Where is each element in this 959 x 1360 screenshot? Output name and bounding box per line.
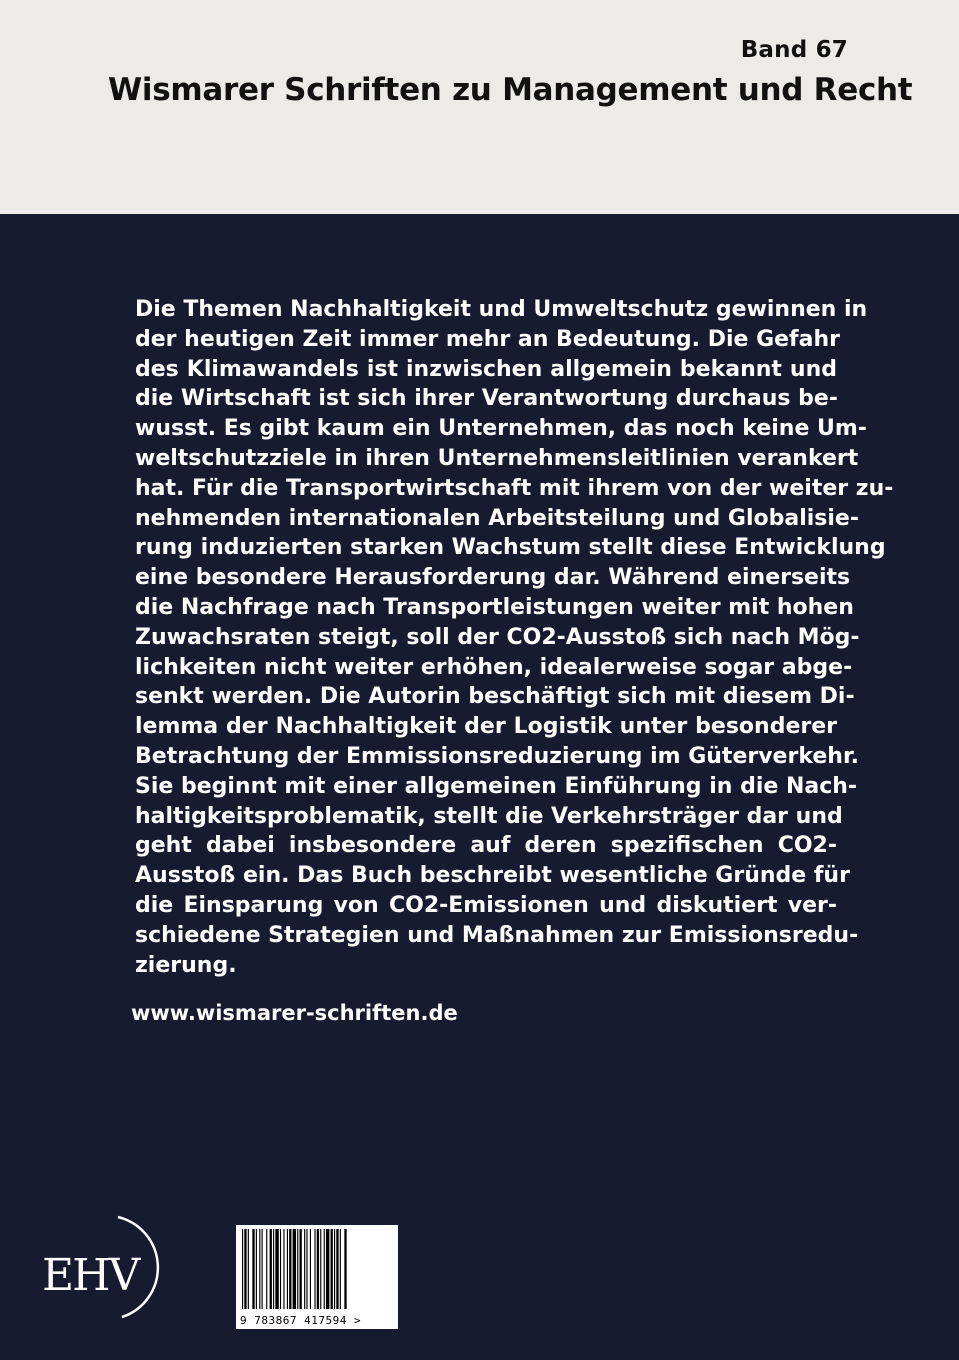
- blurb-line: senkt werden. Die Autorin beschäftigt sich mit diesem Di-: [135, 684, 855, 710]
- blurb-line: zierung.: [135, 952, 237, 978]
- barcode-bar: [289, 1229, 291, 1309]
- logo-text: EHV: [42, 1250, 139, 1301]
- barcode-bar: [304, 1229, 305, 1309]
- blurb-line: rung induzierten starken Wachstum stellt diese Entwicklung: [135, 535, 886, 561]
- barcode-bar: [340, 1229, 341, 1309]
- blurb-line: des Klimawandels ist inzwischen allgemein bekannt und: [135, 356, 837, 382]
- series-title: Wismarer Schriften zu Management und Recht: [108, 72, 913, 108]
- blurb-line: Ausstoß ein. Das Buch beschreibt wesentliche Gründe für: [135, 863, 850, 889]
- blurb-line: Die Themen Nachhaltigkeit und Umweltschutz gewinnen in: [135, 297, 868, 322]
- blurb-line: nehmenden internationalen Arbeitsteilung und Globalisie-: [135, 505, 859, 531]
- barcode-bar: [336, 1229, 338, 1309]
- blurb-line: schiedene Strategien und Maßnahmen zur Emissionsredu-: [135, 922, 859, 948]
- header-band: [0, 0, 959, 214]
- barcode-bar: [275, 1229, 278, 1309]
- barcode-bar: [242, 1229, 243, 1309]
- barcode-bar: [320, 1229, 321, 1309]
- barcode-bar: [252, 1229, 254, 1309]
- barcode-bar: [324, 1229, 325, 1309]
- barcode-bar: [262, 1229, 263, 1309]
- barcode-bar: [280, 1229, 281, 1309]
- blurb-line: Zuwachsraten steigt, soll der CO2-Ausstoß sich nach Mög-: [135, 624, 860, 650]
- blurb-line: geht dabei insbesondere auf deren spezifischen CO2-: [135, 833, 837, 859]
- barcode-bar: [306, 1229, 307, 1309]
- barcode-bar: [273, 1229, 274, 1309]
- barcode-bar: [248, 1229, 249, 1309]
- volume-number: Band 67: [740, 37, 848, 63]
- blurb-line: der heutigen Zeit immer mehr an Bedeutung. Die Gefahr: [135, 326, 840, 352]
- blurb-line: die Einsparung von CO2-Emissionen und diskutiert ver-: [135, 892, 837, 918]
- barcode-bar: [314, 1229, 315, 1309]
- blurb-line: Sie beginnt mit einer allgemeinen Einführung in die Nach-: [135, 773, 858, 799]
- barcode-bar: [259, 1229, 260, 1309]
- barcode-bar: [256, 1229, 257, 1309]
- blurb-line: die Nachfrage nach Transportleistungen weiter mit hohen: [135, 594, 854, 620]
- barcode-bars-icon: [238, 1227, 396, 1313]
- barcode-bar: [293, 1229, 296, 1309]
- blurb-line: lemma der Nachhaltigkeit der Logistik unter besonderer: [135, 714, 837, 740]
- blurb-line: haltigkeitsproblematik, stellt die Verkehrsträger dar und: [135, 803, 843, 829]
- website-link[interactable]: www.wismarer-schriften.de: [131, 1001, 458, 1025]
- barcode-bar: [334, 1229, 335, 1309]
- blurb-line: hat. Für die Transportwirtschaft mit ihrem von der weiter zu-: [135, 475, 894, 501]
- blurb-line: lichkeiten nicht weiter erhöhen, idealerweise sogar abge-: [135, 654, 853, 680]
- barcode-bar: [266, 1229, 267, 1309]
- barcode-bar: [300, 1229, 302, 1309]
- barcode-bar: [287, 1229, 288, 1309]
- barcode-bar: [310, 1229, 311, 1309]
- publisher-logo: [38, 1212, 164, 1322]
- blurb-line: die Wirtschaft ist sich ihrer Verantwortung durchaus be-: [135, 386, 838, 412]
- isbn-barcode: [236, 1225, 398, 1329]
- barcode-bar: [270, 1229, 272, 1309]
- barcode-bar: [244, 1229, 246, 1309]
- barcode-bar: [331, 1229, 333, 1309]
- back-cover-blurb: [135, 295, 894, 980]
- blurb-line: eine besondere Herausforderung dar. Während einerseits: [135, 565, 851, 591]
- blurb-line: weltschutzziele in ihren Unternehmensleitlinien verankert: [135, 445, 859, 471]
- barcode-bar: [317, 1229, 319, 1309]
- isbn-digits: 9 783867 417594 >: [240, 1314, 362, 1327]
- blurb-line: wusst. Es gibt kaum ein Unternehmen, das noch keine Um-: [135, 416, 867, 442]
- barcode-bar: [326, 1229, 329, 1309]
- blurb-line: Betrachtung der Emmissionsreduzierung im Güterverkehr.: [135, 743, 860, 769]
- barcode-bar: [283, 1229, 284, 1309]
- barcode-bar: [344, 1229, 346, 1309]
- barcode-bar: [297, 1229, 298, 1309]
